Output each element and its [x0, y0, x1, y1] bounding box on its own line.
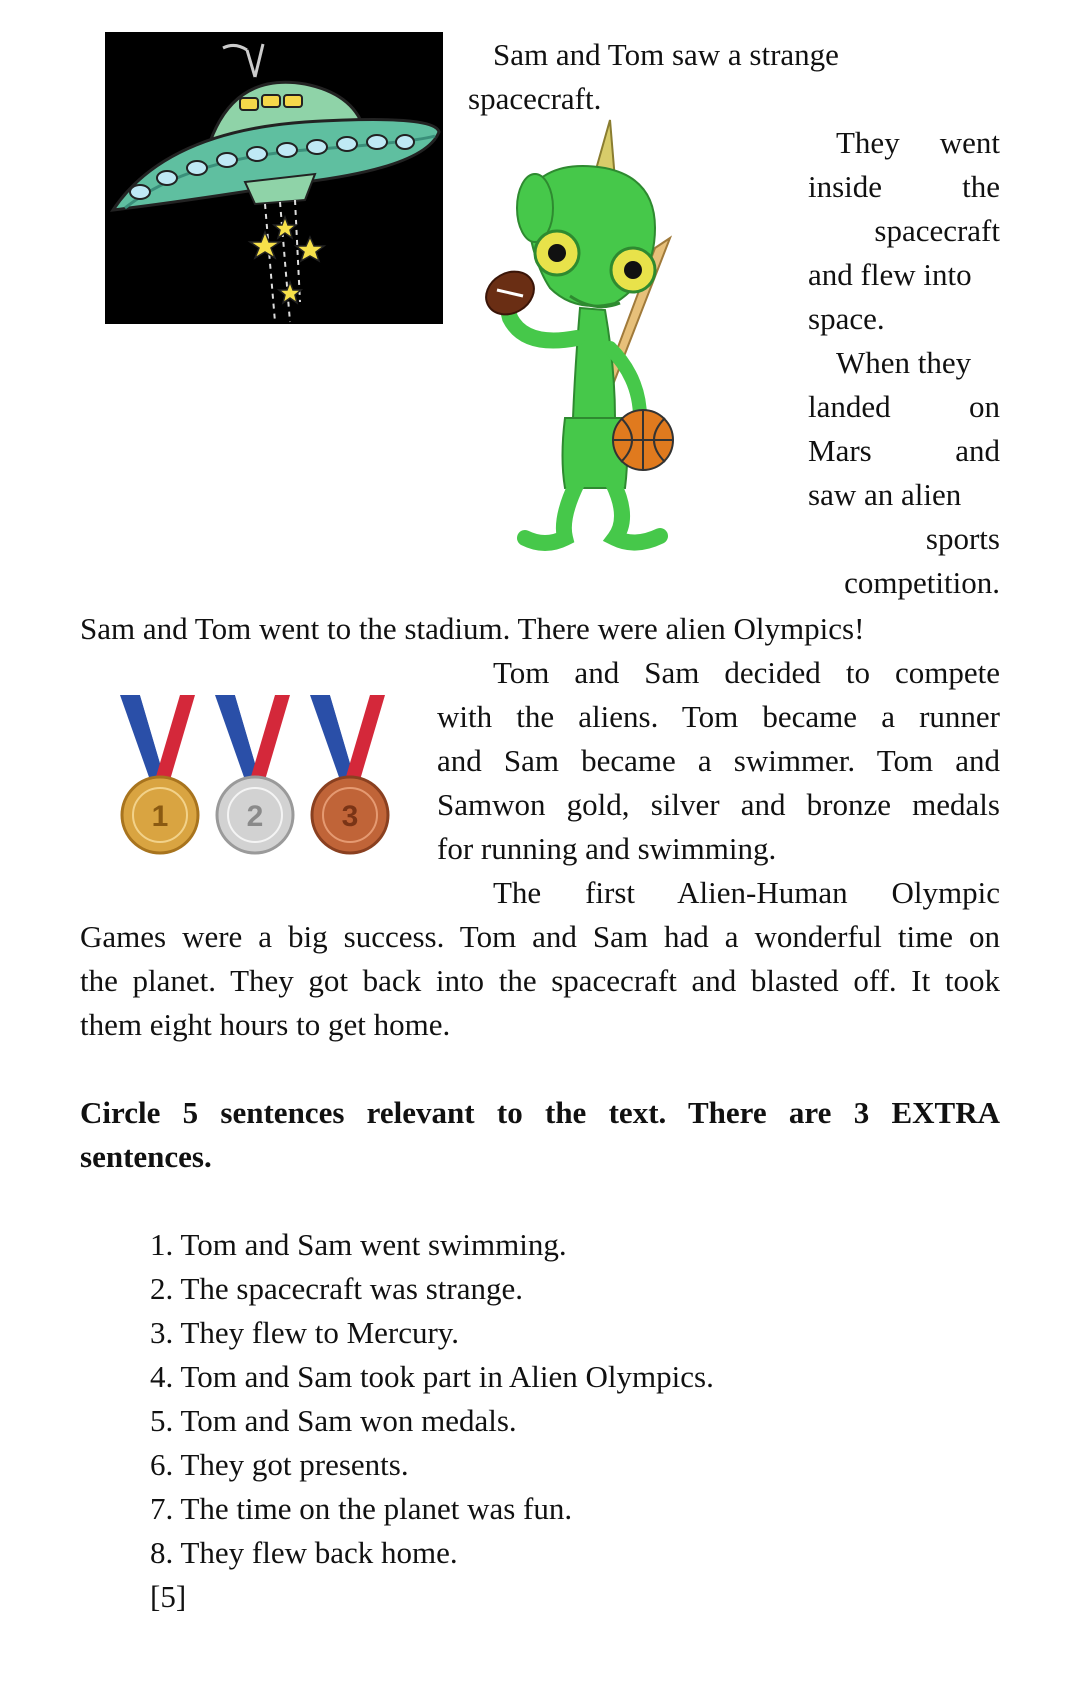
final-para-line-4: them eight hours to get home.	[80, 1007, 451, 1042]
right-col-line-7: landed on	[808, 389, 1000, 424]
medal-bronze	[310, 695, 388, 853]
sentence-item[interactable]: 6. They got presents.	[150, 1447, 409, 1482]
right-col-line-2: inside the	[808, 169, 1000, 204]
story-medal-paragraph	[437, 651, 1000, 871]
right-col-line-4: and flew into	[808, 257, 972, 292]
medal-para-line-2: with the aliens. Tom became a runner	[437, 699, 1000, 734]
medal-para-line-5: for running and swimming.	[437, 831, 777, 866]
medal-gold-label: 1	[151, 800, 169, 833]
story-final-paragraph	[80, 871, 1000, 1047]
sentence-list	[150, 1223, 714, 1619]
medals-illustration	[110, 685, 400, 860]
sentence-item[interactable]: 8. They flew back home.	[150, 1535, 458, 1570]
medal-silver	[215, 695, 293, 853]
task-instruction	[80, 1091, 1000, 1179]
medal-silver-label: 2	[246, 800, 264, 833]
final-para-line-3: the planet. They got back into the spacecraft and blasted off. It took	[80, 963, 1000, 998]
final-para-line-1: The first Alien-Human Olympic	[493, 875, 1000, 910]
right-col-line-10: sports	[925, 521, 1000, 556]
task-instruction-line-2: sentences.	[80, 1139, 212, 1174]
right-col-line-9: saw an alien	[808, 477, 962, 512]
right-col-line-5: space.	[808, 301, 885, 336]
story-right-column	[808, 121, 1000, 605]
story-stadium-line: Sam and Tom went to the stadium. There were alien Olympics!	[80, 611, 865, 646]
story-intro-line-1: Sam and Tom saw a strange	[493, 37, 839, 72]
score-label: [5]	[150, 1579, 187, 1614]
right-col-line-1: They went	[836, 125, 1000, 160]
medal-gold	[120, 695, 198, 853]
medal-para-line-3: and Sam became a swimmer. Tom and	[437, 743, 1000, 778]
sentence-item[interactable]: 4. Tom and Sam took part in Alien Olympics.	[150, 1359, 714, 1394]
task-instruction-line-1: Circle 5 sentences relevant to the text. There are 3 EXTRA	[80, 1095, 1000, 1130]
ufo-illustration	[105, 32, 443, 324]
right-col-line-8: Mars and	[808, 433, 1000, 468]
sentence-item[interactable]: 5. Tom and Sam won medals.	[150, 1403, 517, 1438]
medal-para-line-1: Tom and Sam decided to compete	[493, 655, 1000, 690]
right-col-line-11: competition.	[844, 565, 1000, 600]
story-intro-line-2: spacecraft.	[468, 81, 602, 116]
final-para-line-2: Games were a big success. Tom and Sam had a wonderful time on	[80, 919, 1000, 954]
medal-bronze-label: 3	[341, 800, 359, 833]
medal-para-line-4: Samwon gold, silver and bronze medals	[437, 787, 1000, 822]
sentence-item[interactable]: 2. The spacecraft was strange.	[150, 1271, 523, 1306]
right-col-line-6: When they	[836, 345, 972, 380]
right-col-line-3: spacecraft	[874, 213, 1000, 248]
sentence-item[interactable]: 7. The time on the planet was fun.	[150, 1491, 573, 1526]
sentence-item[interactable]: 3. They flew to Mercury.	[150, 1315, 460, 1350]
sentence-item[interactable]: 1. Tom and Sam went swimming.	[150, 1227, 567, 1262]
alien-illustration	[465, 118, 745, 588]
